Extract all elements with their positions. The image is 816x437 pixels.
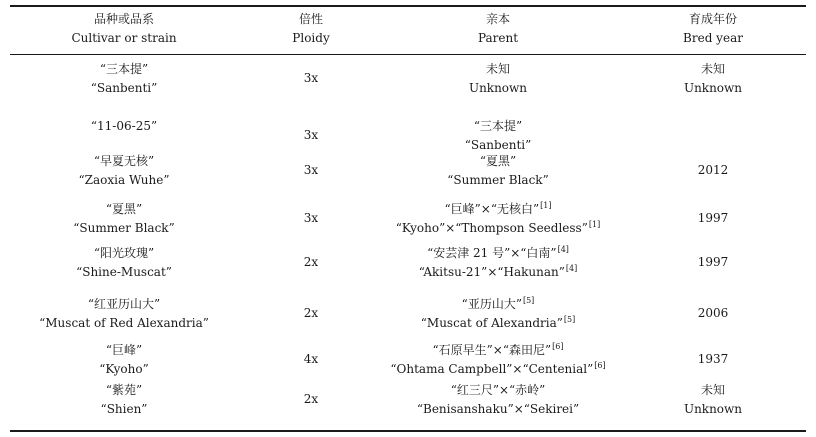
table-cell-ploidy [304,253,318,272]
year-zh: 1937 [697,352,729,366]
header-parent [478,10,518,48]
cultivar-zh: “早夏无核” [93,154,155,168]
table-top-rule [10,5,806,7]
cultivar-zh: “11-06-25” [90,119,158,133]
parent-en-line [447,171,548,190]
parent-en: “Kyoho”×“Thompson Seedless” [395,221,588,235]
cultivar-zh: “夏黑” [105,202,143,216]
table-cell-ploidy [304,209,318,228]
year-zh: 1997 [697,255,729,269]
table-cell-parent [465,117,532,155]
header-parent-zh: 亲本 [485,12,511,26]
table-cell-parent [417,381,579,419]
cultivar-zh: “三本提” [99,62,149,76]
header-year [683,10,743,48]
cultivar-zh: “巨峰” [105,343,143,357]
parent-en: “Sanbenti” [464,138,532,152]
ploidy-value: 2x [303,306,319,320]
parent-en: “Benisanshaku”×“Sekirei” [416,402,580,416]
parent-en-line [421,314,575,333]
year-zh: 未知 [700,383,726,397]
cultivar-en: “Zaoxia Wuhe” [78,173,170,187]
parent-zh: “红三尺”×“赤岭” [450,383,546,397]
cultivar-zh: “红亚历山大” [87,297,161,311]
parent-zh: “巨峰”×“无核白” [444,202,540,216]
cultivar-en: “Shien” [100,402,148,416]
cultivar-en: “Muscat of Red Alexandria” [39,316,209,330]
table-cell-cultivar [101,381,148,419]
parent-en-ref: [4] [565,264,578,273]
ploidy-value: 2x [303,255,319,269]
header-ploidy-zh: 倍性 [298,12,323,26]
ploidy-value: 3x [303,71,319,85]
table-cell-ploidy [304,126,318,145]
table-cell-parent [469,60,527,98]
table-cell-ploidy [304,304,318,323]
parent-en-line [419,263,577,282]
parent-zh: “亚历山大” [461,297,522,311]
cultivar-en: “Summer Black” [73,221,175,235]
ploidy-value: 3x [303,128,319,142]
table-cell-cultivar [99,341,148,379]
header-ploidy-en: Ploidy [292,31,330,45]
parent-zh: “安芸津 21 号”×“白南” [427,246,557,260]
parent-en-ref: [6] [594,361,606,370]
parent-en: “Akitsu-21”×“Hakunan” [418,265,565,279]
table-cell-year [684,381,742,419]
parent-zh-line [447,152,548,171]
table-cell-year [698,304,729,323]
table-cell-parent [447,152,548,190]
header-cultivar [71,10,176,48]
parent-en-ref: [5] [563,315,576,324]
ploidy-value: 2x [303,392,319,406]
parent-en-ref: [1] [588,220,601,229]
parent-zh-line [390,341,605,360]
cultivar-zh: “紫苑” [105,383,143,397]
parent-en: “Summer Black” [447,173,549,187]
parent-zh-ref: [5] [522,296,535,305]
parent-en-line [396,219,600,238]
table-cell-cultivar [79,152,170,190]
cultivar-en: “Kyoho” [99,362,149,376]
year-en: Unknown [683,81,743,95]
cultivar-en: “Shine-Muscat” [76,265,172,279]
parent-zh-line [396,200,600,219]
parent-zh: “三本提” [473,119,523,133]
parent-zh-line [419,244,577,263]
table-bottom-rule [10,430,806,432]
table-cell-parent [390,341,605,379]
cultivar-zh: “阳光玫瑰” [93,246,155,260]
year-zh: 1997 [697,211,729,225]
year-zh: 2006 [697,306,729,320]
table-cell-ploidy [304,390,318,409]
table-cell-year [698,350,729,369]
table-cell-parent [396,200,600,238]
table-cell-cultivar [91,60,158,98]
header-parent-en: Parent [477,31,519,45]
table-cell-year [698,253,729,272]
ploidy-value: 3x [303,211,319,225]
header-cultivar-en: Cultivar or strain [71,31,177,45]
parent-en-line [417,400,579,419]
parent-zh: “夏黑” [479,154,517,168]
table-cell-parent [419,244,577,282]
parent-en: “Ohtama Campbell”×“Centenial” [390,362,594,376]
table-cell-parent [421,295,575,333]
table-header-rule [10,54,806,55]
ploidy-value: 3x [303,163,319,177]
year-zh: 未知 [700,62,726,76]
parent-zh-line [417,381,579,400]
header-ploidy [292,10,329,48]
header-cultivar-zh: 品种或品系 [93,12,155,26]
year-zh: 2012 [697,163,729,177]
parent-zh-line [465,117,532,136]
parent-zh-ref: [6] [552,342,564,351]
parent-zh-ref: [1] [540,201,552,210]
parent-zh-line [421,295,575,314]
header-year-en: Bred year [683,31,743,45]
parent-zh-ref: [4] [557,245,569,254]
parent-zh: “石原早生”×“森田尼” [432,343,552,357]
table-cell-year [684,60,742,98]
parent-en: “Muscat of Alexandria” [420,316,563,330]
table-cell-cultivar [73,200,174,238]
table-cell-ploidy [304,161,318,180]
year-en: Unknown [683,402,743,416]
table-cell-cultivar [76,244,172,282]
table-cell-year [698,209,729,228]
table-cell-cultivar [91,117,157,136]
table-cell-ploidy [304,69,318,88]
table-cell-cultivar [39,295,209,333]
ploidy-value: 4x [303,352,319,366]
header-year-zh: 育成年份 [688,12,737,26]
parent-zh: 未知 [485,62,511,76]
parent-en: Unknown [468,81,528,95]
cultivar-en: “Sanbenti” [90,81,158,95]
parent-en-line [469,79,527,98]
parent-en-line [390,360,605,379]
table-cell-year [698,161,729,180]
parent-zh-line [469,60,527,79]
table-cell-ploidy [304,350,318,369]
